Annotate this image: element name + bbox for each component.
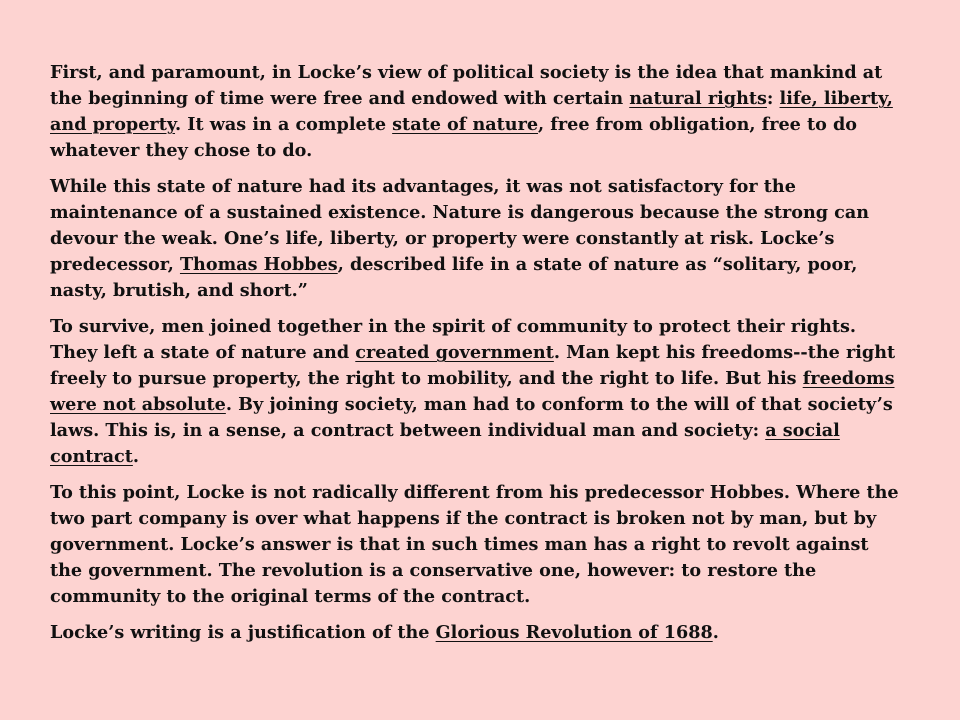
paragraph-revolution [50,480,900,610]
text-run: To survive, men joined together in the spirit of community to protect their rights. They left a state of nature and [50,316,857,363]
link-thomas-hobbes[interactable]: Thomas Hobbes [179,254,338,275]
paragraph-natural-rights [50,60,900,164]
link-state-of-nature[interactable]: state of nature [392,114,539,135]
link-created-government[interactable]: created government [355,342,554,363]
link-life-liberty-property[interactable]: life, liberty, and property [50,88,893,135]
paragraph-glorious-revolution [50,620,900,646]
paragraph-state-of-nature [50,174,900,304]
text-run: , free from obligation, free to do whatever they chose to do. [50,114,858,161]
text-run: , described life in a state of nature as “solitary, poor, nasty, brutish, and short.” [50,254,858,301]
text-run: . It was in a complete [175,114,393,135]
link-social-contract[interactable]: a social contract [50,420,840,467]
paragraph-social-contract [50,314,900,470]
text-run: First, and paramount, in Locke’s view of political society is the idea that mankind at the beginning of time were free and endowed with certain [50,62,883,109]
link-freedoms-not-absolute[interactable]: freedoms were not absolute [50,368,895,415]
text-run: Locke’s writing is a justification of the [50,622,436,643]
link-natural-rights[interactable]: natural rights [629,88,767,109]
text-run: . Man kept his freedoms--the right freely to pursue property, the right to mobility, and the right to life. But his [50,342,896,389]
text-run: : [766,88,780,109]
text-run: . By joining society, man had to conform to the will of that society’s laws. This is, in a sense, a contract between individual man and society: [50,394,893,441]
text-run: . [132,446,140,467]
text-run: To this point, Locke is not radically different from his predecessor Hobbes. Where the two part company is over what happens if the contract is broken not by man, but by government. Locke’s answer is that in such times man has a right to revolt against the government. The revolution is a conservative one, however: to restore the community to the original terms of the contract. [50,482,899,607]
text-run: While this state of nature had its advantages, it was not satisfactory for the maintenance of a sustained existence. Nature is dangerous because the strong can devour the weak. One’s life, liberty, or property were constantly at risk. Locke’s predecessor, [50,176,870,275]
link-glorious-revolution[interactable]: Glorious Revolution of 1688 [435,622,713,643]
slide-body [50,60,900,656]
text-run: . [712,622,719,643]
